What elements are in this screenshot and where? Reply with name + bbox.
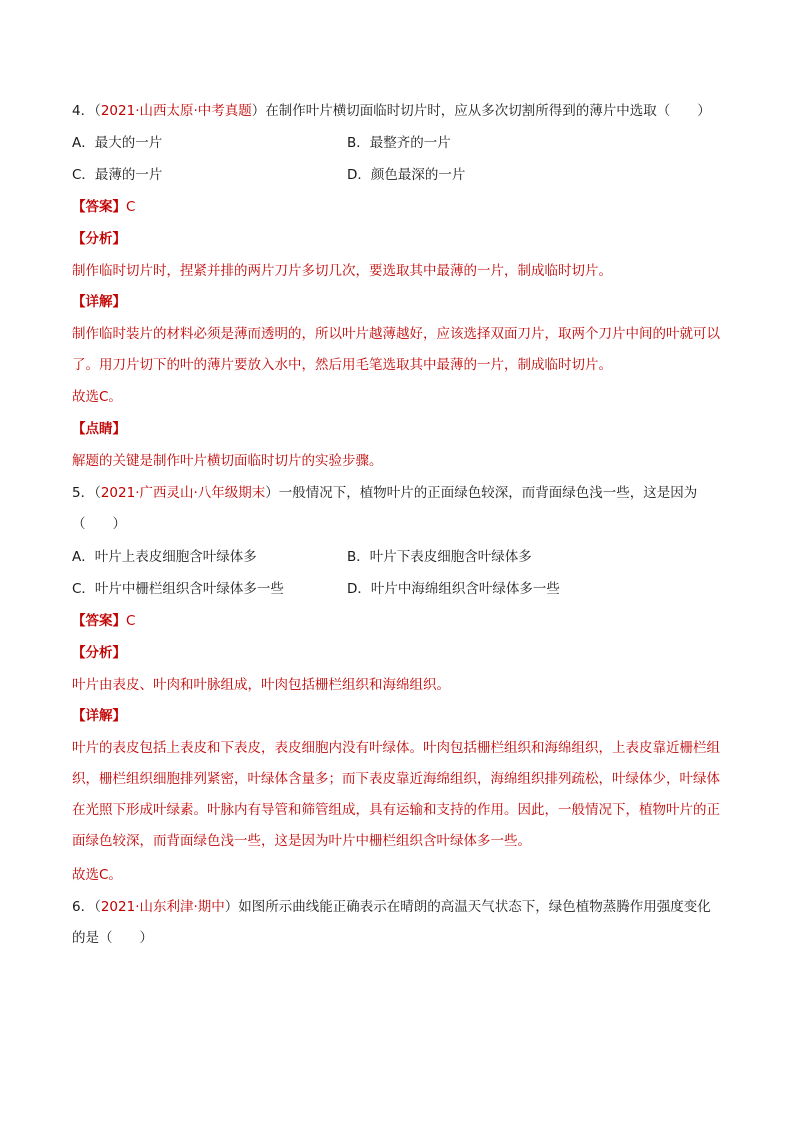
option-a: A．最大的一片 [72,135,163,151]
source-open: （ [94,485,101,501]
analysis-label: 【分析】 [72,645,126,661]
answer-label: 【答案】 [72,199,126,215]
detail-label: 【详解】 [72,708,126,724]
detail-label: 【详解】 [72,294,126,310]
option-c: C．叶片中栅栏组织含叶绿体多一些 [72,581,284,597]
question-5-stem [72,478,724,540]
detail-text: 叶片的表皮包括上表皮和下表皮，表皮细胞内没有叶绿体。叶肉包括栅栏组织和海绵组织，上表皮靠近栅栏组织，栅栏组织细胞排列紧密，叶绿体含量多；而下表皮靠近海绵组织，海绵组织排列疏松，叶绿体少，叶绿体在光照下形成叶绿素。叶脉内有导管和筛管组成，具有运输和支持的作用。因此，一般情况下，植物叶片的正面绿色较深，而背面绿色浅一些，这是因为叶片中栅栏组织含叶绿体多一些。 [72,740,720,849]
option-d: D．颜色最深的一片 [347,167,466,183]
source-close: ） [265,485,279,501]
question-source: 2021·广西灵山·八年级期末 [100,485,266,501]
source-open: （ [94,899,101,915]
choose-text: 故选C。 [72,389,122,405]
analysis-label: 【分析】 [72,231,126,247]
answer-line [72,197,135,217]
answer-value: C [126,199,136,215]
question-number: 4． [72,103,95,119]
question-text: 在制作叶片横切面临时切片时，应从多次切割所得到的薄片中选取（ ） [265,103,711,119]
option-b: B．最整齐的一片 [347,135,451,151]
detail-text: 制作临时装片的材料必须是薄而透明的，所以叶片越薄越好，应该选择双面刀片，取两个刀片中间的叶就可以了。用刀片切下的叶的薄片要放入水中，然后用毛笔选取其中最薄的一片，制成临时切片。 [72,326,720,373]
question-4-stem [72,101,711,121]
answer-line [72,611,135,631]
answer-label: 【答案】 [72,613,126,629]
analysis-text: 制作临时切片时，捏紧并排的两片刀片多切几次，要选取其中最薄的一片，制成临时切片。 [72,263,612,279]
question-text: 如图所示曲线能正确表示在晴朗的高温天气状态下，绿色植物蒸腾作用强度变化的是（ ） [72,899,711,946]
analysis-text: 叶片由表皮、叶肉和叶脉组成，叶肉包括栅栏组织和海绵组织。 [72,677,450,693]
question-text: 一般情况下，植物叶片的正面绿色较深，而背面绿色浅一些，这是因为（ ） [72,485,698,532]
question-source: 2021·山东利津·期中 [100,899,225,915]
choose-text: 故选C。 [72,867,122,883]
option-a: A．叶片上表皮细胞含叶绿体多 [72,549,257,565]
answer-value: C [126,613,136,629]
option-b: B．叶片下表皮细胞含叶绿体多 [347,549,532,565]
question-number: 6． [72,899,95,915]
source-close: ） [224,899,239,915]
option-c: C．最薄的一片 [72,167,163,183]
source-open: （ [94,103,101,119]
point-label: 【点睛】 [72,421,126,437]
option-d: D．叶片中海绵组织含叶绿体多一些 [347,581,560,597]
question-number: 5． [72,485,95,501]
source-close: ） [251,103,266,119]
question-6-stem [72,892,724,954]
point-text: 解题的关键是制作叶片横切面临时切片的实验步骤。 [72,453,383,469]
question-source: 2021·山西太原·中考真题 [100,103,252,119]
